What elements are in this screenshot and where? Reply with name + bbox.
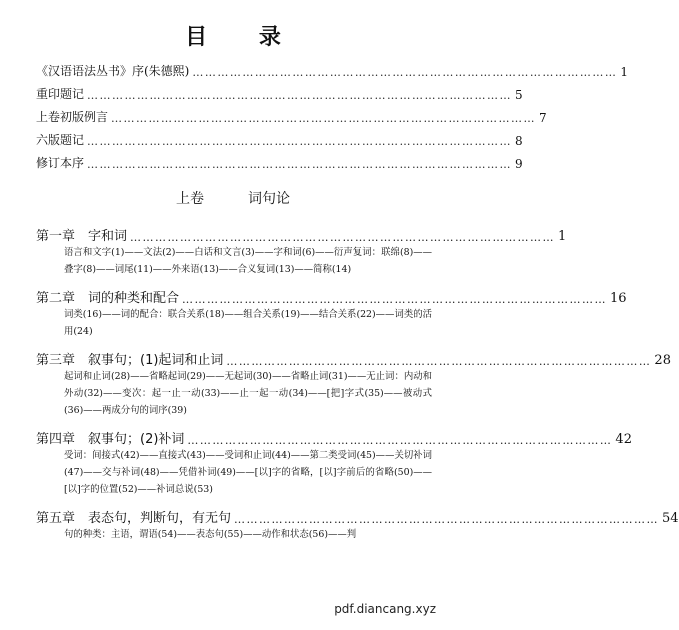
chapter-entry[interactable] [36,346,671,368]
toc-entry[interactable] [36,56,629,79]
chapter-label: 第二章 词的种类和配合 [36,291,180,306]
chapter-label: 第五章 表态句，判断句，有无句 [36,511,232,526]
leader-dots: ………………………………………………………………………………………… [87,89,513,102]
chapter-page: 54 [662,511,679,526]
section-heading [0,188,466,208]
leader-dots: ………………………………………………………………………………………… [111,112,537,125]
toc-entry[interactable] [36,79,523,102]
toc-entry-label: 上卷初版例言 [36,110,109,124]
chapter-page: 42 [615,432,632,447]
leader-dots: ………………………………………………………………………………………… [234,513,660,526]
toc-entry-page: 5 [515,88,523,102]
chapter-subtopics: 起词和止词(28)——省略起词(29)——无起词(30)——省略止词(31)——无止词：内动和外动(32)——变次：起一止一动(33)——止一起一动(34)——[把]字式(35)——被动式(36)——两成分句的词序(39) [64,371,432,416]
leader-dots: ………………………………………………………………………………………… [192,66,618,79]
chapter-list [36,222,679,549]
leader-dots: ………………………………………………………………………………………… [187,434,613,447]
toc-entry-page: 8 [515,134,523,148]
chapter-entry[interactable] [36,504,679,526]
chapter-page: 28 [654,353,671,368]
chapter-label: 第三章 叙事句；(1)起词和止词 [36,353,224,368]
toc-entry-label: 修订本序 [36,156,85,170]
toc-entry-page: 7 [539,111,547,125]
chapter-subtopics: 句的种类：主语，谓语(54)——表态句(55)——动作和状态(56)——判 [64,529,357,540]
page-title: 目 录 [185,25,303,50]
chapter-label: 第四章 叙事句；(2)补词 [36,432,185,447]
leader-dots: ………………………………………………………………………………………… [182,293,608,306]
toc-entry-label: 六版题记 [36,133,85,147]
toc-entry-label: 重印题记 [36,87,85,101]
chapter-subtopics: 词类(16)——词的配合：联合关系(18)——组合关系(19)——结合关系(22)——词类的活用(24) [64,309,432,337]
toc-entry[interactable] [36,102,547,125]
toc-entry-label: 《汉语语法丛书》序(朱德熙) [36,64,190,78]
section-name: 词句论 [248,191,290,207]
chapter-entry[interactable] [36,425,632,447]
leader-dots: ………………………………………………………………………………………… [130,231,556,244]
section-part: 上卷 [176,191,204,207]
leader-dots: ………………………………………………………………………………………… [226,355,652,368]
front-matter-list [36,56,629,171]
chapter-label: 第一章 字和词 [36,229,128,244]
chapter-subtopics: 受词：间接式(42)——直接式(43)——受词和止词(44)——第二类受词(45)——关切补词(47)——交与补词(48)——凭借补词(49)——[以]字的省略，[以]字前后的省略(50)——[以]字的位置(52)——补词总说(53) [64,450,432,495]
chapter-entry[interactable] [36,222,567,244]
leader-dots: ………………………………………………………………………………………… [87,135,513,148]
leader-dots: ………………………………………………………………………………………… [87,158,513,171]
watermark: pdf.diancang.xyz [334,602,436,616]
toc-entry[interactable] [36,125,523,148]
chapter-entry[interactable] [36,284,627,306]
toc-entry-page: 1 [620,65,629,79]
toc-entry-page: 9 [515,157,523,171]
toc-entry[interactable] [36,148,523,171]
chapter-page: 1 [558,229,567,244]
chapter-subtopics: 语言和文字(1)——文法(2)——白话和文言(3)——字和词(6)——衍声复词：联绵(8)——叠字(8)——词尾(11)——外来语(13)——合义复词(13)——简称(14) [64,247,432,275]
chapter-page: 16 [610,291,627,306]
